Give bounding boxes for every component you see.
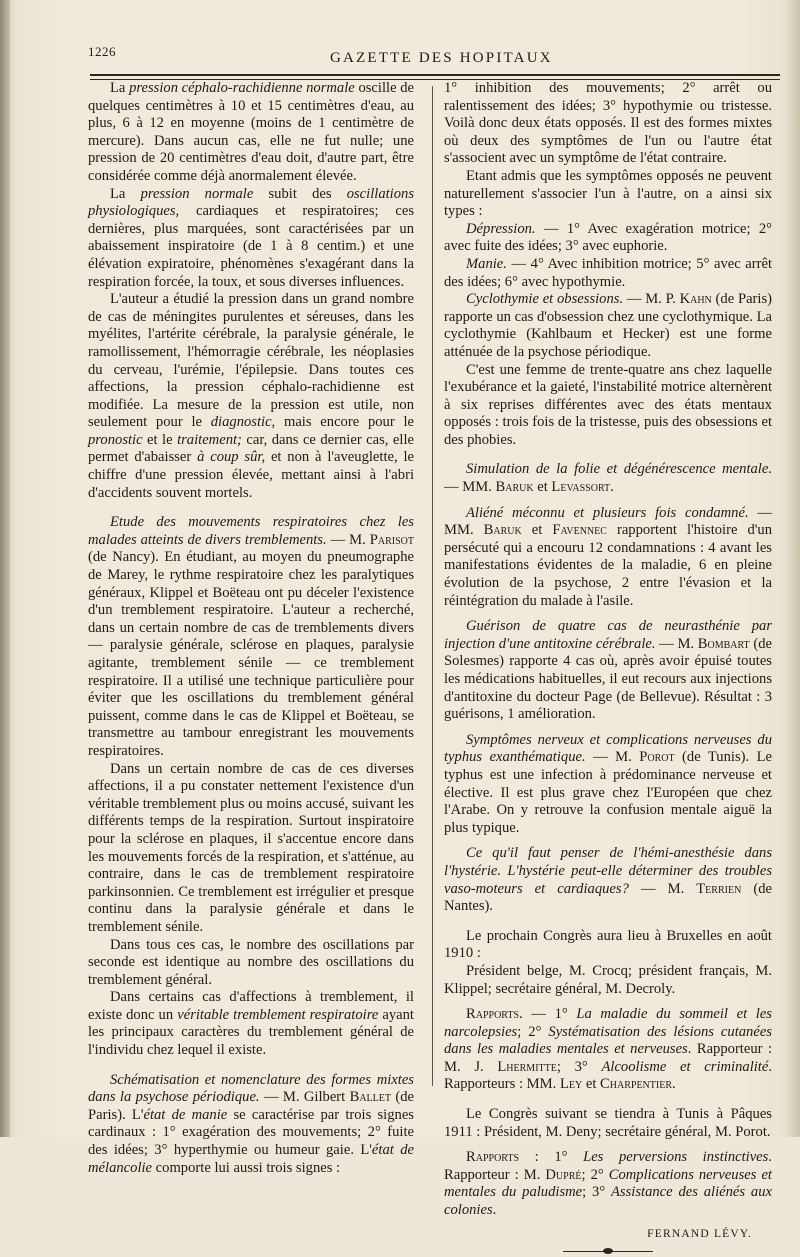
text-run: .: [492, 1202, 497, 1219]
paragraph: [444, 362, 772, 450]
author-signature: FERNAND LÉVY.: [647, 1227, 752, 1240]
text-run: ; 2°: [517, 1023, 549, 1040]
italic-text: Symptômes nerveux et complications nerveuses du typhus exanthématique.: [444, 731, 772, 766]
italic-text: véritable tremblement respiratoire: [177, 1006, 379, 1023]
text-run: Dans certains cas d'affections à tremblement, il existe donc un: [88, 989, 414, 1023]
paragraph: [444, 80, 772, 168]
column-divider: [432, 86, 433, 1086]
italic-text: Manie.: [466, 255, 507, 272]
header-rule: [90, 74, 780, 76]
paragraph: [88, 989, 414, 1059]
text-run: . Rapporteur : M.: [444, 1149, 772, 1183]
paragraph: [88, 761, 414, 937]
text-run: ; 3°: [556, 1058, 602, 1075]
paragraph: [444, 928, 772, 963]
paragraph: [444, 1106, 772, 1141]
text-run: comporte lui aussi trois signes :: [152, 1159, 341, 1176]
right-column-body: [444, 80, 772, 1220]
text-run: Le Congrès suivant se tiendra à Tunis à Pâques 1911 : Président, M. Deny; secrétaire général, M. Porot.: [444, 1106, 772, 1140]
paragraph: [444, 732, 772, 838]
text-run: 1° inhibition des mouvements; 2° arrêt ou ralentissement des idées; 3° hypothymie ou tristesse. Voilà donc deux états opposés. Il est des formes mixtes où deux des symptômes de l'un ou l'autre état s'associent avec un symptôme de l'état contraire.: [444, 80, 772, 167]
text-run: Dans tous ces cas, le nombre des oscillations par seconde est identique au nombre des oscillations du tremblement général.: [88, 936, 414, 988]
small-caps-name: Ley: [559, 1076, 583, 1093]
italic-text: Etude des mouvements respiratoires chez les malades atteints de divers tremblements.: [88, 514, 414, 548]
text-run: — M.: [628, 880, 697, 897]
text-run: (de Nantes).: [444, 880, 772, 915]
paragraph: [88, 937, 414, 990]
italic-text: diagnostic,: [210, 414, 276, 431]
paragraph: [88, 1072, 414, 1178]
small-caps-name: Baruk: [483, 522, 522, 539]
text-run: (de Paris) rapporte un cas d'obsession chez une cyclothymique. La cyclothymie (Kahlbaum et Hecker) est une forme atténuée de la psychose périodique.: [444, 291, 773, 360]
text-run: — M.: [326, 531, 370, 548]
italic-text: Complications nerveuses et mentales du paludisme: [444, 1166, 772, 1201]
italic-text: pronostic: [88, 431, 143, 448]
italic-text: Guérison de quatre cas de neurasthénie par injection d'une antitoxine cérébrale.: [444, 618, 772, 652]
italic-text: Alcoolisme et criminalité: [601, 1058, 769, 1075]
paragraph: [444, 1149, 772, 1219]
text-run: et: [521, 522, 553, 539]
right-column: [444, 80, 772, 1257]
text-run: .: [672, 1076, 676, 1093]
text-run: ayant les principaux caractères du tremblement général de l'individu chez lequel il existe.: [88, 1006, 414, 1059]
italic-text: état de mélancolie: [88, 1142, 414, 1176]
text-run: se caractérise par trois signes cardinaux : 1° exagération des mouvements; 2° fuite des idées; 3° hyperthymie ou humeur gaie. L': [88, 1106, 414, 1159]
small-caps-name: Porot: [639, 749, 675, 766]
italic-text: Schématisation et nomenclature des formes mixtes dans la psychose périodique.: [88, 1071, 414, 1106]
text-run: La: [110, 185, 141, 202]
italic-text: Dépression.: [466, 220, 536, 237]
small-caps-name: Terrien: [696, 880, 742, 897]
italic-text: Simulation de la folie et dégénérescence mentale.: [466, 461, 772, 478]
small-caps-name: Charpentier: [600, 1076, 672, 1093]
text-run: — M. P.: [623, 291, 680, 308]
small-caps-name: Ballet: [349, 1089, 391, 1106]
small-caps-name: Lhermitte: [497, 1058, 557, 1075]
paragraph: [444, 221, 772, 256]
text-run: — MM.: [444, 504, 772, 539]
paragraph: [444, 291, 772, 361]
text-run: et le: [142, 431, 178, 448]
small-caps-name: Favennec: [552, 522, 607, 539]
text-run: ; 2°: [581, 1166, 609, 1183]
small-caps-name: Baruk: [495, 479, 534, 496]
small-caps-name: Bombart: [697, 635, 750, 652]
paragraph: [444, 168, 772, 221]
text-run: — 4° Avec inhibition motrice; 5° avec arrêt des idées; 6° avec hypothymie.: [444, 255, 772, 290]
paragraph: [444, 461, 772, 496]
text-run: oscille de quelques centimètres à 10 et 15 centimètres d'eau, au plus, 6 à 12 en moyenne (moins de 1 centimètre de mercure). Dans aucun cas, elle ne fut nulle; une pression de 20 centimètres d'eau doit, d'autre part, être considérée comme déjà anormalement élevée.: [88, 80, 414, 184]
text-run: Dans un certain nombre de cas de ces diverses affections, il a pu constater nettement l'existence d'un véritable tremblement plus ou moins accusé, suivant les différents temps de la respiration. Surtout inspiratoire pour la sclérose en plaques, il s'accentue encore dans les mouvements forcés de la respiration, et s'atténue, au contraire, dans le cas de tremblement respiratoire parkinsonnien. Ce tremblement est irrégulier et presque continu dans la paralysie générale et dans le tremblement sénile.: [88, 760, 414, 935]
italic-text: Aliéné méconnu et plusieurs fois condamné.: [466, 504, 749, 521]
text-run: — MM.: [444, 479, 496, 496]
paragraph: [444, 505, 772, 611]
text-run: L'auteur a étudié la pression dans un grand nombre de cas de méningites purulentes et séreuses, dans les myélites, l'artérite cérébrale, la paralysie générale, le ramollissement, l'hémorragie cérébrale, les néoplasies du cerveau, l'urémie, l'épilepsie. Dans toutes ces affections, la pression céphalo-rachidienne est modifiée. La mesure de la pression est utile, non seulement pour le: [88, 291, 414, 431]
text-run: — M. Gilbert: [259, 1089, 350, 1106]
italic-text: La maladie du sommeil et les narcolepsies: [444, 1006, 772, 1040]
paragraph: [88, 291, 414, 502]
small-caps-name: Rapports: [466, 1149, 520, 1166]
text-run: subit des: [253, 185, 347, 202]
text-run: — M.: [655, 635, 698, 652]
paragraph: [444, 845, 772, 915]
small-caps-name: Kahn: [679, 291, 712, 308]
text-run: car, dans ce dernier cas, elle permet d'abaisser: [88, 431, 414, 466]
text-run: La: [110, 80, 130, 96]
text-run: rapportent l'histoire d'un persécuté qui a encouru 12 condamnations : 4 avant les manifestations évidentes de la maladie, 6 en pleine évolution de la psychose, 2 entre l'évasion et la réintégration du malade à l'asile.: [444, 522, 772, 609]
text-run: . — 1°: [519, 1006, 577, 1023]
paragraph: [444, 618, 772, 724]
text-run: C'est une femme de trente-quatre ans chez laquelle l'exubérance et la gaieté, l'instabilité motrice alternèrent à six reprises différentes avec des états mentaux opposés : trois fois de la tristesse, puis des obsessions et des phobies.: [444, 361, 772, 448]
text-run: mais encore pour le: [275, 414, 414, 431]
italic-text: à coup sûr,: [197, 449, 266, 466]
text-run: et non à l'aveuglette, le chiffre d'une pression élevée, mettant ainsi à l'abri d'accidents souvent mortels.: [88, 449, 414, 501]
text-run: . Rapporteur : M. J.: [444, 1041, 773, 1075]
text-run: cardiaques et respiratoires; ces dernières, plus marquées, sont caractérisées par un abaissement inspiratoire (de 1 à 8 centim.) et une élévation expiratoire, phénomènes s'exagérant dans la respiration forcée, la toux, et sous diverses influences.: [88, 203, 414, 290]
running-title: GAZETTE DES HOPITAUX: [330, 50, 553, 66]
paragraph: [88, 186, 414, 292]
italic-text: état de manie: [143, 1106, 228, 1123]
italic-text: oscillations physiologiques,: [88, 185, 414, 220]
italic-text: Assistance des aliénés aux colonies: [444, 1184, 772, 1219]
italic-text: pression normale: [140, 185, 254, 202]
page-binding-edge: [0, 0, 10, 1137]
text-run: .: [610, 479, 614, 496]
small-caps-name: Rapports: [466, 1006, 520, 1023]
small-caps-name: Levassort: [551, 479, 611, 496]
text-run: — 1° Avec exagération motrice; 2° avec fuite des idées; 3° avec euphorie.: [444, 220, 772, 255]
paragraph: [444, 1006, 772, 1094]
small-caps-name: Parisot: [369, 531, 414, 548]
text-run: Le prochain Congrès aura lieu à Bruxelles en août 1910 :: [444, 927, 772, 962]
text-run: Etant admis que les symptômes opposés ne peuvent naturellement s'associer l'un à l'autre, on a ainsi six types :: [444, 167, 772, 220]
italic-text: Ce qu'il faut penser de l'hémi-anesthésie dans l'hystérie. L'hystérie peut-elle déterminer des troubles vaso-moteurs et cardiaques?: [444, 845, 772, 897]
italic-text: Les perversions instinctives: [583, 1149, 769, 1166]
text-run: (de Paris). L': [88, 1089, 414, 1123]
paragraph: [88, 80, 414, 186]
text-run: (de Nancy). En étudiant, au moyen du pneumographe de Marey, le rythme respiratoire chez les paralytiques généraux, Klippel et Boëteau ont pu déceler l'existence d'un tremblement respiratoire. L'auteur a recherché, dans un certain nombre de cas de tremblements divers — paralysie générale, sclérose en plaques, paralysie agitante, tremblement sénile — ce tremblement respiratoire. Il a utilisé une technique particulière pour éviter que les oscillations du tremblement général puissent, comme dans le cas de Klippel et Boëteau, se transmettre au tambour enregistrant les mouvements respiratoires.: [88, 549, 414, 759]
text-run: et: [533, 479, 552, 496]
italic-text: Cyclothymie et obsessions.: [466, 291, 624, 308]
text-run: Président belge, M. Crocq; président français, M. Klippel; secrétaire général, M. Decroly.: [444, 962, 772, 997]
page-number: 1226: [88, 44, 116, 59]
italic-text: pression céphalo-rachidienne normale: [129, 80, 355, 96]
paragraph: [88, 514, 414, 760]
text-run: ; 3°: [582, 1184, 612, 1201]
ornament-dot: [603, 1248, 613, 1254]
italic-text: traitement;: [177, 431, 242, 448]
text-run: . Rapporteurs : MM.: [444, 1058, 772, 1093]
end-ornament: [563, 1247, 653, 1257]
italic-text: Systématisation des lésions cutanées dans les maladies mentales et nerveuses: [444, 1023, 772, 1058]
text-run: (de Tunis). Le typhus est une infection à prédominance nerveuse et élective. Il est plus grave chez l'Européen que chez l'Arabe. On y retrouve la confusion mentale aiguë la plus typique.: [444, 749, 772, 836]
text-run: : 1°: [519, 1149, 584, 1166]
left-column: [88, 80, 414, 1177]
text-run: et: [582, 1076, 601, 1093]
text-run: — M.: [585, 749, 640, 766]
text-run: (de Solesmes) rapporte 4 cas où, après avoir épuisé toutes les médications habituelles, il eut recours aux injections d'antitoxine du docteur Page (de Bellevue). Résultat : 3 guérisons, 1 amélioration.: [444, 635, 772, 723]
paragraph: [444, 256, 772, 291]
paragraph: [444, 963, 772, 998]
small-caps-name: Dupré: [545, 1166, 582, 1183]
